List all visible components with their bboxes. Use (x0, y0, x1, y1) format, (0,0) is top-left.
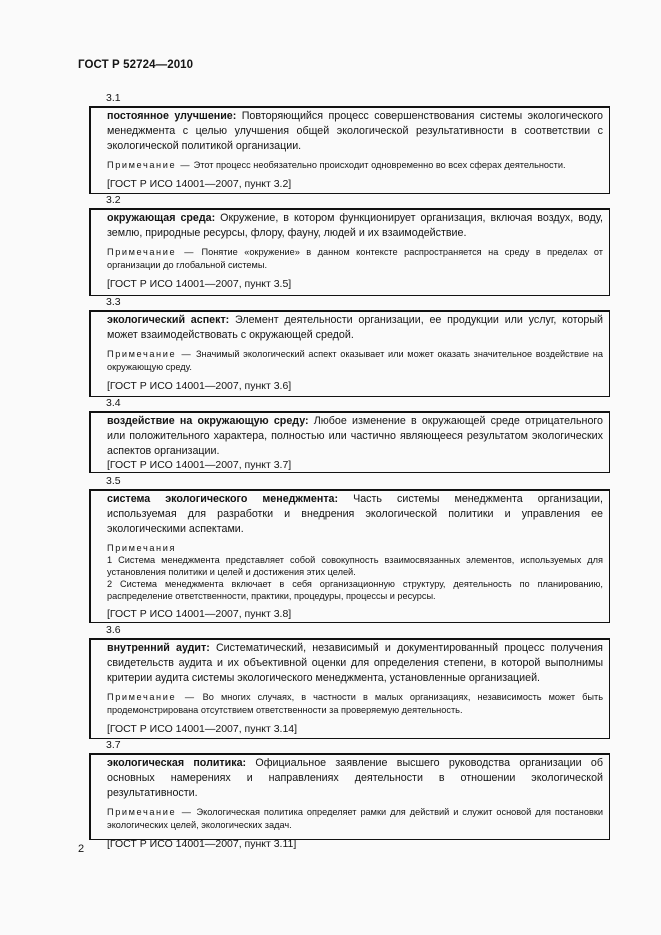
note (107, 348, 603, 374)
term-box (89, 638, 610, 739)
reference: [ГОСТ Р ИСО 14001—2007, пункт 3.14] (107, 723, 298, 735)
entry-number: 3.6 (106, 624, 121, 636)
note-text: Экологическая политика определяет рамки для действий и служит основой для постановки экологических целей, экологических задач. (107, 807, 603, 830)
note-item: 1 Система менеджмента представляет собой совокупность взаимосвязанных элементов, используемых для установления политики и целей и достижения этих целей. (107, 555, 603, 577)
note-text: Во многих случаях, в частности в малых организациях, независимость может быть продемонстрирована отсутствием ответственности за проверяемую деятельность. (107, 692, 603, 715)
notes-heading: Примечания (107, 543, 177, 553)
definition-text: Официальное заявление высшего руководства организации об основных намерениях и направлениях деятельности в отношении экологической результативности. (107, 757, 603, 799)
definition-text: Элемент деятельности организации, ее продукции или услуг, который может взаимодействовать с окружающей средой. (107, 314, 603, 341)
term-box (89, 753, 610, 850)
note-label: Примечание — (107, 247, 196, 257)
term: внутренний аудит: (107, 642, 210, 654)
definition-text: Часть системы менеджмента организации, используемая для разработки и внедрения экологической политики и управления ее экологическими аспектами. (107, 493, 603, 535)
definition (107, 641, 603, 686)
note (107, 691, 603, 717)
page-number: 2 (78, 843, 85, 855)
note-item: 2 Система менеджмента включает в себя организационную структуру, деятельность по планированию, распределение ответственности, практики, процедуры, процессы и ресурсы. (107, 579, 603, 601)
note-text: Значимый экологический аспект оказывает или может оказать значительное воздействие на окружающую среду. (107, 349, 603, 372)
entry-number: 3.4 (106, 397, 121, 409)
reference: [ГОСТ Р ИСО 14001—2007, пункт 3.5] (107, 278, 292, 290)
entry-number: 3.1 (106, 92, 121, 104)
term: постоянное улучшение: (107, 110, 237, 122)
entry-number: 3.2 (106, 194, 121, 206)
document-header: ГОСТ Р 52724—2010 (78, 59, 194, 71)
definition (107, 492, 603, 537)
term-box (89, 489, 610, 623)
term: экологическая политика: (107, 757, 247, 769)
term-box (89, 208, 610, 296)
term: воздействие на окружающую среду: (107, 415, 309, 427)
term: окружающая среда: (107, 212, 216, 224)
note-label: Примечание — (107, 160, 192, 170)
entry-number: 3.5 (106, 475, 121, 487)
reference: [ГОСТ Р ИСО 14001—2007, пункт 3.7] (107, 459, 292, 471)
reference: [ГОСТ Р ИСО 14001—2007, пункт 3.11] (107, 838, 297, 850)
term: система экологического менеджмента: (107, 493, 339, 505)
entry-number: 3.7 (106, 739, 121, 751)
note (107, 806, 603, 832)
definition (107, 414, 603, 459)
definition (107, 211, 603, 241)
note-label: Примечание — (107, 349, 193, 359)
reference: [ГОСТ Р ИСО 14001—2007, пункт 3.2] (107, 178, 292, 190)
definition-text: Повторяющийся процесс совершенствования системы экологического менеджмента с целью улучшения общей экологической результативности в соответствии с экологической политикой организации. (107, 110, 603, 152)
definition (107, 109, 603, 154)
definition-text: Систематический, независимый и документированный процесс получения свидетельств аудита и их объективной оценки для определения степени, в которой выполнимы критерии аудита системы экологического менеджмента, установленные организацией. (107, 642, 603, 684)
term: экологический аспект: (107, 314, 230, 326)
note-text: Этот процесс необязательно происходит одновременно во всех сферах деятельности. (191, 160, 566, 170)
term-box (89, 411, 610, 473)
reference: [ГОСТ Р ИСО 14001—2007, пункт 3.6] (107, 380, 292, 392)
entry-number: 3.3 (106, 296, 121, 308)
note-label: Примечание — (107, 807, 193, 817)
note-label: Примечание — (107, 692, 196, 702)
definition (107, 313, 603, 343)
definition-text: Любое изменение в окружающей среде отрицательного или положительного характера, полностью или частично являющееся результатом экологических аспектов организации. (107, 415, 603, 457)
term-box (89, 106, 610, 194)
reference: [ГОСТ Р ИСО 14001—2007, пункт 3.8] (107, 608, 292, 620)
definition (107, 756, 603, 801)
note (107, 246, 603, 272)
note (107, 159, 603, 172)
note-text: Понятие «окружение» в данном контексте распространяется на среду в пределах от организации до глобальной системы. (107, 247, 603, 270)
term-box (89, 310, 610, 397)
definition-text: Окружение, в котором функционирует организация, включая воздух, воду, землю, природные ресурсы, флору, фауну, людей и их взаимодействие. (107, 212, 603, 239)
